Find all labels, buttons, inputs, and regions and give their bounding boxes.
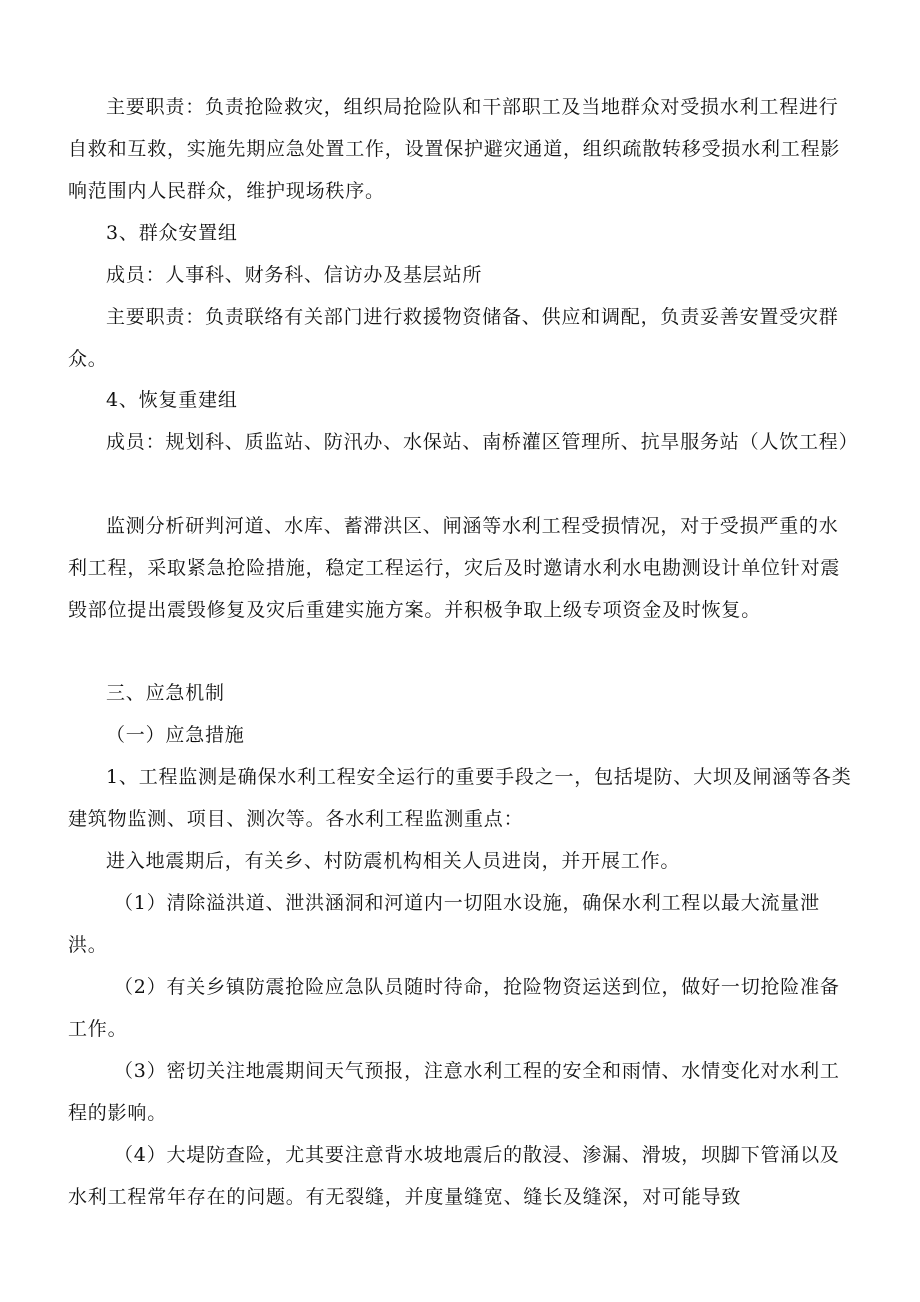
paragraph-enter-earthquake-period: 进入地震期后，有关乡、村防震机构相关人员进岗，并开展工作。 [106, 850, 681, 872]
list-item-3: （3）密切关注地震期间天气预报，注意水利工程的安全和雨情、水情变化对水利工程的影响。 [68, 1060, 840, 1124]
list-item-4: （4）大堤防查险，尤其要注意背水坡地震后的散浸、渗漏、滑坡，坝脚下管涌以及水利工程常年存在的问题。有无裂缝，并度量缝宽、缝长及缝深，对可能导致 [68, 1144, 840, 1208]
heading-emergency-measures: （一）应急措施 [106, 724, 245, 746]
paragraph-members-reconstruction: 成员：规划科、质监站、防汛办、水保站、南桥灌区管理所、抗旱服务站（人饮工程） [106, 431, 859, 453]
paragraph-duties-rescue: 主要职责：负责抢险救灾，组织局抢险队和干部职工及当地群众对受损水利工程进行自救和互救，实施先期应急处置工作，设置保护避灾通道，组织疏散转移受损水利工程影响范围内人民群众，维护现场秩序。 [68, 96, 841, 202]
paragraph-monitoring-analysis: 监测分析研判河道、水库、蓄滞洪区、闸涵等水利工程受损情况，对于受损严重的水利工程，采取紧急抢险措施，稳定工程运行，灾后及时邀请水利水电勘测设计单位针对震毁部位提出震毁修复及灾后重建实施方案。并积极争取上级专项资金及时恢复。 [68, 515, 841, 621]
heading-resettlement-group: 3、群众安置组 [106, 222, 238, 244]
list-item-2: （2）有关乡镇防震抢险应急队员随时待命，抢险物资运送到位，做好一切抢险准备工作。 [68, 976, 840, 1040]
paragraph-duties-resettlement: 主要职责：负责联络有关部门进行救援物资储备、供应和调配，负责妥善安置受灾群众。 [68, 306, 839, 370]
paragraph-members-resettlement: 成员：人事科、财务科、信访办及基层站所 [106, 264, 483, 286]
heading-emergency-mechanism: 三、应急机制 [106, 682, 225, 704]
list-item-1: （1）清除溢洪道、泄洪涵洞和河道内一切阻水设施，确保水利工程以最大流量泄洪。 [68, 892, 820, 956]
paragraph-engineering-monitoring: 1、工程监测是确保水利工程安全运行的重要手段之一，包括堤防、大坝及闸涵等各类建筑物监测、项目、测次等。各水利工程监测重点： [68, 766, 852, 830]
heading-reconstruction-group: 4、恢复重建组 [106, 389, 238, 411]
